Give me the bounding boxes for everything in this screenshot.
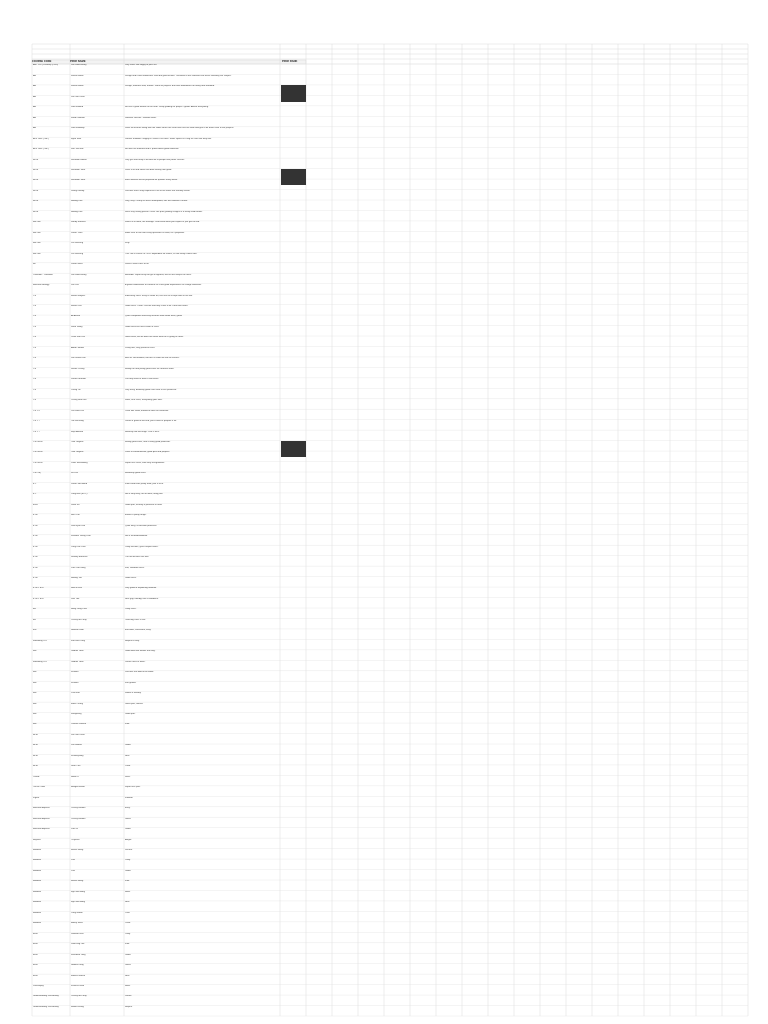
cell-comment[interactable]: Very, very. Clearly so much anticipated, has the material's online. [125,200,188,203]
cell-prof-name[interactable]: Bridget Hewitt [71,786,85,789]
cell-prof-name[interactable]: Hong Yong Park [71,608,87,611]
cell-comment[interactable]: Okay. [125,932,131,935]
cell-course-code[interactable]: E 98 [33,524,38,527]
cell-course-code[interactable]: ATH 1xxx (THP) [33,148,49,151]
cell-course-code[interactable]: Ethic [33,974,38,977]
cell-comment[interactable]: Walks in to them, the manage. Dont know what you expect to just get the lab. [125,221,200,224]
cell-comment[interactable]: Nice guy, friendly, lots of feedback. [125,597,159,600]
cell-comment[interactable]: Super nice class, with easy assignments. [125,461,165,464]
cell-course-code[interactable]: Understanding Personality [33,995,59,998]
cell-prof-name[interactable]: Wilson Meek [71,74,84,77]
cell-prof-name[interactable]: Yang Hee (MTC) [71,493,88,496]
cell-prof-rank-filled[interactable] [281,85,306,102]
cell-course-code[interactable]: E 98 [33,535,38,538]
cell-prof-name[interactable]: Lee Hwa-seong [71,273,87,276]
cell-comment[interactable]: Interesting class. Easy to come on, fair. Has to accept them in the lab. [125,294,193,297]
cell-course-code[interactable]: CS 1 7 [33,420,40,423]
cell-course-code[interactable]: CS [33,378,37,381]
cell-prof-name[interactable]: Lee Hwa-seong [71,64,87,67]
cell-course-code[interactable]: Ethic [33,953,38,956]
header-comments[interactable] [124,60,279,64]
cell-course-code[interactable]: BioBEM [33,901,41,904]
cell-comment[interactable]: Helpful. [125,1005,133,1008]
cell-course-code[interactable]: Marketing 101 [33,660,47,663]
cell-comment[interactable]: Really good class, and a really good professor. [125,441,171,443]
cell-prof-name[interactable]: Sandy Stevens [71,221,86,224]
cell-comment[interactable]: Likes to communicate, good quiz and projects. [125,451,170,454]
cell-comment[interactable]: Exams a pretty rough. [125,514,147,517]
cell-comment[interactable]: Calm. [125,765,131,768]
cell-course-code[interactable]: BIOE [33,169,39,171]
cell-prof-name[interactable]: Park In [71,828,78,831]
cell-prof-name[interactable]: Yong Dae Park [71,545,86,548]
cell-comment[interactable]: Very Easy, definitely good class with a nice professor. [125,388,177,391]
cell-course-code[interactable]: Figure [33,796,40,799]
cell-course-code[interactable]: Biochem Aspects [33,807,50,810]
cell-prof-name[interactable]: Yeh Hwa Lee [71,409,84,412]
cell-course-code[interactable]: E 98 1 EST [33,597,45,600]
cell-comment[interactable]: Honestly not too tough. Prof is nice. [125,430,160,433]
cell-course-code[interactable]: CS Focus [33,441,43,443]
cell-prof-rank-filled[interactable] [281,441,306,458]
cell-comment[interactable]: Very solid. Not happy to push for [125,64,157,67]
cell-course-code[interactable]: EGR [33,503,38,506]
cell-course-code[interactable]: BPM [33,765,38,768]
cell-prof-name[interactable]: Joel Holland [71,106,84,109]
cell-comment[interactable]: Very good at explaining material. [125,587,157,590]
cell-prof-name[interactable]: Hwang Tae [71,577,82,579]
cell-prof-name[interactable]: Lifts [71,869,76,872]
cell-course-code[interactable]: CS [33,305,37,307]
cell-course-code[interactable]: CS 1 7 [33,430,40,433]
cell-course-code[interactable]: E 1 [33,482,37,485]
cell-course-code[interactable]: CS Focus [33,461,43,464]
cell-prof-name[interactable]: Hwang Dae [71,200,83,203]
cell-prof-name[interactable]: Frances Reid [71,985,85,987]
cell-prof-name[interactable]: Haci Yun [71,514,80,517]
cell-comment[interactable]: Why. [125,242,130,245]
cell-prof-name[interactable]: Sun Jae Bae [71,148,84,151]
cell-comment[interactable]: Clear. [125,922,131,925]
cell-prof-name[interactable]: Melissa Marsh [71,974,86,977]
cell-comment[interactable]: Good class. Clean! Lecture and they curve a bit. Dont take notes. [125,305,189,307]
cell-course-code[interactable]: CS [33,294,37,297]
cell-comment[interactable]: Helpful & easy. [125,639,140,642]
cell-course-code[interactable]: E 98 1 EST [33,587,45,590]
cell-comment[interactable]: Great prof, honest. [125,702,144,705]
cell-prof-name[interactable]: Doo Hyun Kim [71,524,86,527]
cell-prof-name[interactable]: Jacob Korando [71,378,86,381]
cell-course-code[interactable]: BioBEM [33,922,41,925]
cell-prof-name[interactable]: Yang Mindo [71,911,83,914]
cell-comment[interactable]: Good prof, actually a pleasure to read. [125,503,163,506]
cell-course-code[interactable]: E 1 [33,493,37,496]
cell-comment[interactable]: Quick competent and easy lectures from home tests, good! [125,315,183,318]
cell-course-code[interactable]: Bio Lab [33,221,41,224]
cell-comment[interactable]: He has a good feature of the form. Deep grading for project / grade. Above Everything. [125,106,209,109]
cell-comment[interactable]: Pretty fine, very practical class. [125,346,156,349]
cell-prof-name[interactable]: Sheridan Boone [71,158,87,161]
cell-prof-name[interactable]: Tom Jurgens [71,441,84,443]
cell-comment[interactable]: Okay lectures, gives helpful notes. [125,545,159,548]
cell-prof-name[interactable]: Bailey Shea [71,922,83,925]
cell-prof-name[interactable]: Ryu Min-Hong [71,901,85,904]
cell-prof-name[interactable]: Joel Holloway [71,127,85,130]
cell-course-code[interactable]: BioBEM [33,880,41,883]
cell-course-code[interactable]: BIOE [33,189,39,192]
cell-prof-name[interactable]: Joon-ung Lee [71,943,85,946]
cell-course-code[interactable]: BIOE [33,200,39,203]
cell-comment[interactable]: Fine. [125,943,130,946]
cell-course-code[interactable]: BioBEM [33,890,41,893]
cell-comment[interactable]: Solid, nice class, everything goes well. [125,399,163,402]
cell-comment[interactable]: Flexible. [125,796,134,799]
cell-course-code[interactable]: Marketing 101 [33,639,47,642]
cell-comment[interactable]: Teaching class is fun. [125,618,146,621]
cell-course-code[interactable]: CS [33,346,37,349]
cell-prof-name[interactable]: Hwang Dae [71,210,83,213]
cell-course-code[interactable]: CS [33,367,37,370]
cell-prof-name[interactable]: Ryu Min-Hong [71,890,85,893]
cell-course-code[interactable]: Biochem Aspects [33,828,50,831]
cell-course-code[interactable]: EE [33,618,36,621]
cell-prof-name[interactable]: Lee Woon Dan [71,357,86,360]
cell-comment[interactable]: Nice. [125,974,130,977]
cell-prof-name[interactable]: Hwan Li [71,775,79,778]
cell-comment[interactable]: Final exam was pretty hard, prof is nice. [125,482,164,485]
cell-comment[interactable]: You may have to learn a few techs. [125,378,159,381]
cell-comment[interactable]: Fine. [125,723,130,726]
cell-comment[interactable]: Good. [125,869,131,872]
cell-comment[interactable]: Fair, standard class. [125,566,145,569]
cell-course-code[interactable]: E 98 [33,514,38,517]
cell-prof-name[interactable]: Christy McCarty [71,995,87,998]
cell-prof-name[interactable]: Rohan Meyers [71,294,86,297]
cell-course-code[interactable]: BioBEM [33,859,41,862]
cell-prof-name[interactable]: Young Jin [71,388,81,391]
cell-prof-name[interactable]: Tsuyoshi [71,838,80,841]
cell-prof-name[interactable]: Whitney Ang [71,754,84,757]
cell-comment[interactable]: Alright. [125,838,132,841]
cell-prof-name[interactable]: Lin Wan-ling [71,252,84,255]
cell-prof-name[interactable]: Lin Wan-ling [71,242,84,245]
cell-course-code[interactable]: BIOE [33,210,39,213]
cell-prof-name[interactable]: Park Jae-Sung [71,566,86,569]
cell-prof-name[interactable]: Gabriel Yoon [71,660,84,663]
cell-prof-name[interactable]: Hae-In Kim [71,587,82,590]
cell-prof-name[interactable]: Christy McCarty [71,618,87,621]
cell-comment[interactable]: Great class, but he does not cover what he is going to cover. [125,336,184,339]
cell-comment[interactable]: Good. [125,953,131,956]
cell-course-code[interactable]: BIOE [33,179,39,182]
cell-course-code[interactable]: AR [33,85,37,88]
cell-comment[interactable]: Good prof. [125,713,136,715]
cell-comment[interactable]: Not a recommendation. [125,535,148,538]
cell-prof-name[interactable]: Lisa Hart [71,692,80,695]
cell-comment[interactable]: Super nice prof. [125,786,141,789]
cell-course-code[interactable]: BPM [33,744,38,747]
cell-prof-name[interactable]: Chung Hee Kim [71,399,87,402]
cell-comment[interactable]: Fair grader. [125,681,137,684]
cell-prof-name[interactable]: Reese Hong [71,849,84,851]
cell-prof-name[interactable]: Celeste Jansen [71,723,87,726]
cell-course-code[interactable]: CEMB [33,775,40,778]
cell-comment[interactable]: Hard. [125,985,131,987]
cell-prof-name[interactable]: Reese Hong [71,880,84,883]
cell-prof-name[interactable]: Dona Ko [71,503,80,506]
cell-comment[interactable]: Cool. [125,911,131,914]
cell-course-code[interactable]: BioBEM [33,869,41,872]
cell-course-code[interactable]: Ethic [33,943,38,946]
cell-comment[interactable]: Strict. [125,775,131,778]
cell-course-code[interactable]: CS Focus [33,451,43,454]
cell-prof-name[interactable]: Raja Ahmed [71,430,83,433]
cell-course-code[interactable]: CS [33,357,37,360]
cell-course-code[interactable]: E 98 [33,566,38,569]
cell-course-code[interactable]: CS [33,325,37,328]
cell-comment[interactable]: Really fun and pretty good class on cohesive tools. [125,367,175,370]
cell-course-code[interactable]: AR [33,106,37,109]
cell-prof-name[interactable]: Christy Holden [71,807,86,810]
cell-prof-name[interactable]: Wade Stanton [71,116,85,119]
cell-comment[interactable]: Nice. [125,754,130,757]
cell-prof-name[interactable]: Tae Ha Hong [71,420,84,423]
cell-prof-name[interactable]: Phil Barrett [71,744,82,747]
cell-comment[interactable]: Relatively good class. [125,472,147,475]
cell-course-code[interactable]: CS [33,388,37,391]
cell-prof-name[interactable]: Chan Sun Lee [71,336,85,339]
header-prof-rank[interactable]: PROF RANK [282,60,298,63]
cell-course-code[interactable]: AR [33,127,37,130]
cell-prof-rank-filled[interactable] [281,169,306,186]
cell-prof-name[interactable]: Robert Wang [71,1005,84,1008]
cell-comment[interactable]: Clear talk show, mediocre after the semester. [125,409,169,412]
cell-comment[interactable]: A good combination of contents to a few good equivalence of college materials. [125,284,202,287]
cell-prof-name[interactable]: Nathan Koon [71,629,84,632]
cell-comment[interactable]: Not a very busy, fun to learn, okay prof. [125,493,164,496]
cell-comment[interactable]: He likes the material and is proud about good materials. [125,148,180,151]
cell-comment[interactable]: Lectures are difficult to follow. [125,671,154,674]
cell-course-code[interactable]: BioBEM [33,911,41,914]
cell-comment[interactable]: Best at. Not intuitive, but this is useful for lots of classes. [125,357,180,360]
cell-prof-name[interactable]: Ali Ansari [71,315,81,318]
cell-course-code[interactable]: BM [33,713,37,715]
cell-comment[interactable]: Quite easy, accessible professor. [125,524,157,527]
header-prof-name[interactable]: PROF NAME [70,60,86,63]
cell-course-code[interactable]: Understanding Personality [33,1005,59,1008]
cell-prof-name[interactable]: Nadine Kang [71,964,84,967]
cell-comment[interactable]: Useful class to learn. [125,660,146,663]
cell-prof-name[interactable]: Mark Chung [71,702,83,705]
cell-course-code[interactable]: ANT 101 (Cultural) (CRD) [33,64,58,67]
cell-course-code[interactable]: Beyond [33,838,41,841]
cell-comment[interactable]: Hard. [125,890,131,893]
cell-prof-name[interactable]: Stanley Blanchet [71,556,88,559]
cell-course-code[interactable]: BPM [33,733,38,736]
cell-prof-name[interactable]: Dawson Rau [71,932,84,935]
cell-prof-name[interactable]: Sheridan Tarte [71,169,86,171]
cell-course-code[interactable]: Tot for Code [33,786,45,789]
cell-course-code[interactable]: Ethic [33,932,38,935]
cell-comment[interactable]: Good class but uses exam in class. [125,325,160,328]
cell-course-code[interactable]: ATH 1xxx (THP) [33,137,49,140]
cell-course-code[interactable]: BM [33,723,37,726]
cell-comment[interactable]: Excellent, consistent, easy. [125,629,152,632]
cell-prof-name[interactable]: Jeong Kwang [71,189,85,192]
cell-prof-name[interactable]: Lifts [71,859,76,862]
cell-comment[interactable]: Does all lectures along with the slides which are clear then has the slide and gets a bit more clear in the projects. [125,127,235,130]
cell-prof-name[interactable]: Wilson Meek [71,85,84,88]
cell-course-code[interactable]: CS [33,336,37,339]
cell-comment[interactable]: Various numbers. Happy to. Works a lot here. Stairs sports as a big as class but they feel. [125,137,212,140]
cell-prof-name[interactable]: Jason Strickland [71,482,88,485]
cell-course-code[interactable]: EM [33,629,37,632]
cell-prof-name[interactable]: Adam Jordan [71,346,85,349]
cell-prof-name[interactable]: Jason Yuen [71,231,83,234]
cell-prof-name[interactable]: Jon Van Dune [71,733,85,736]
cell-course-code[interactable]: BioBEM [33,849,41,851]
cell-course-code[interactable]: BM [33,671,37,674]
cell-course-code[interactable]: AR [33,74,37,77]
cell-course-code[interactable]: CS [33,315,37,318]
cell-prof-name[interactable]: Rohan Lee [71,305,82,307]
cell-comment[interactable]: Lectures aren't fully helpful but a lot of the notes are actually useful. [125,189,191,192]
cell-comment[interactable]: Good. [125,744,131,747]
cell-prof-name[interactable]: Whalen [71,671,79,674]
cell-comment[interactable]: Sweet & friendly. [125,692,142,695]
cell-comment[interactable]: Does a lot and notes that dont exactly feel good. [125,169,172,171]
cell-comment[interactable]: Good class. [125,577,137,579]
cell-course-code[interactable]: BPM [33,754,38,757]
cell-course-code[interactable]: BIT [33,263,37,266]
cell-prof-name[interactable]: Jon Van Dune [71,95,85,98]
cell-prof-name[interactable]: Dan Yoo [71,597,80,600]
cell-comment[interactable]: Fine. [125,880,130,883]
cell-comment[interactable]: The old lectures are fine. [125,556,150,559]
cell-course-code[interactable]: BM [33,702,37,705]
cell-prof-name[interactable]: Soon Wang [71,325,83,328]
cell-prof-name[interactable]: Louis Rosenberg [71,461,88,464]
cell-comment[interactable]: Okay. [125,859,131,862]
cell-course-code[interactable]: BM [33,650,37,653]
cell-course-code[interactable]: Ethic [33,964,38,967]
cell-prof-name[interactable]: Jason Moss [71,263,83,266]
cell-comment[interactable]: Useful & good at the end, you'd have to prepare a lot. [125,420,177,423]
cell-comment[interactable]: This Lab is classic at. GPD dependent on tickets, so not really it does labs. [125,252,198,255]
cell-course-code[interactable]: BM [33,681,37,684]
cell-course-code[interactable]: Bio Lab [33,252,41,255]
cell-course-code[interactable]: Calendar - Calendar [33,273,53,276]
cell-prof-name[interactable]: Ryan Smit [71,137,82,140]
cell-prof-name[interactable]: Kim Han-Yong [71,639,86,642]
cell-course-code[interactable]: Biochem Aspects [33,817,50,820]
cell-course-code[interactable]: Biochem Biology [33,284,50,287]
cell-comment[interactable]: Design and Draw Intellectual. Wild but good lecture. Overview of the semester will focus inventory the subject. [125,74,232,77]
cell-course-code[interactable]: BM [33,692,37,695]
cell-prof-name[interactable]: Tom Jurgens [71,451,84,454]
cell-prof-name[interactable]: Jon Lee [71,284,79,287]
cell-prof-name[interactable]: Whalen [71,681,79,684]
cell-comment[interactable]: Very gist and really a lecturer/lot of people that prefer classes. [125,158,185,161]
cell-course-code[interactable]: EE [33,608,36,611]
cell-comment[interactable]: Useful. [125,995,132,998]
cell-course-code[interactable]: CS [33,399,37,402]
cell-prof-name[interactable]: Sheridan Tarte [71,179,86,182]
cell-prof-name[interactable]: Wiseman Jung [71,953,86,956]
header-course-code[interactable]: COURSE CODE [32,60,52,63]
cell-comment[interactable]: Great. [125,964,132,967]
cell-course-code[interactable]: Philosophy [33,985,44,987]
cell-comment[interactable]: Much interest but be prepared for quizzes every week. [125,179,178,182]
cell-course-code[interactable]: CS Proj [33,472,41,475]
cell-comment[interactable]: Different classes / visible/Planar. [125,116,157,119]
cell-comment[interactable]: Shes very strong person / tests she puts grading assigns in a really solid format. [125,210,203,213]
cell-course-code[interactable]: Bio Lab [33,242,41,245]
cell-course-code[interactable]: AR [33,116,37,119]
cell-prof-name[interactable]: Wisdom Young Park [71,535,91,538]
cell-comment[interactable]: Decent. [125,849,133,851]
cell-course-code[interactable]: E 98 [33,556,38,559]
cell-comment[interactable]: Good work but exams are long. [125,650,156,653]
cell-comment[interactable]: Design, interface and, artisitic. Work on projects but have attendance on many and standard. [125,85,215,88]
cell-course-code[interactable]: Bio Lab [33,231,41,234]
cell-prof-name[interactable]: Gabriel Yoon [71,650,84,653]
cell-comment[interactable]: Nice. [125,901,130,904]
cell-comment[interactable]: Okay class. [125,608,137,611]
cell-comment[interactable]: Easy. [125,807,131,810]
cell-prof-name[interactable]: Christy Holden [71,817,86,820]
cell-prof-name[interactable]: Wooyoung [71,713,82,715]
cell-course-code[interactable]: AR [33,95,37,98]
cell-course-code[interactable]: E 98 [33,545,38,548]
cell-prof-name[interactable]: Jiran Cho [71,765,81,768]
cell-course-code[interactable]: BIOE [33,158,39,161]
cell-prof-name[interactable]: Su Lee [71,472,78,475]
cell-comment[interactable]: Great. [125,817,132,820]
cell-prof-name[interactable]: Shane Cheng [71,367,85,370]
cell-comment[interactable]: Bearable. Super busy but got it together, but he also keeps the rules. [125,273,192,276]
cell-comment[interactable]: Good. [125,828,131,831]
cell-comment[interactable]: Doesn't have class at all. [125,263,150,266]
cell-comment[interactable]: Make sure to ask him every questions in mind, he's prepared. [125,231,185,234]
cell-course-code[interactable]: CS 1 4 [33,409,40,412]
cell-course-code[interactable]: E 98 [33,577,38,579]
